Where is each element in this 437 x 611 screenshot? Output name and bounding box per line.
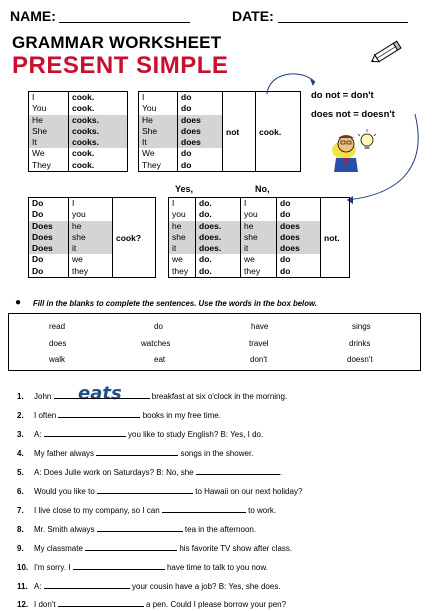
neg-subject: We (142, 148, 155, 159)
neg-aux: do (181, 92, 192, 102)
question-text-after: . (279, 468, 283, 477)
question-text-after: to work. (245, 506, 277, 515)
question-number: 8. (17, 525, 24, 534)
question-text-before: A: (34, 430, 44, 439)
answer-blank[interactable] (97, 486, 193, 494)
neg-subject: I (142, 92, 145, 102)
question-5 (17, 467, 282, 477)
answer-blank[interactable] (96, 448, 178, 456)
question-10 (17, 562, 268, 572)
question-number: 12. (17, 600, 29, 609)
aff-subject: He (29, 115, 68, 126)
aff-subject: They (32, 159, 51, 170)
word-item: doesn't (347, 355, 373, 364)
yes-subject: you (172, 209, 186, 220)
yes-aux: does. (196, 243, 240, 254)
word-item: sings (352, 322, 371, 331)
yes-aux: do. (199, 198, 212, 208)
aff-verb: cooks. (69, 137, 127, 148)
question-text-before: A: (34, 582, 44, 591)
question-text-after: have time to talk to you now. (164, 563, 268, 572)
yes-aux: does. (196, 232, 240, 243)
no-aux: does (277, 221, 320, 232)
q-subject: I (72, 198, 75, 208)
no-aux: do (280, 265, 291, 276)
q-verb: cook? (113, 198, 156, 278)
no-label: No, (255, 184, 270, 194)
neg-subject: She (139, 126, 177, 137)
name-field[interactable] (59, 22, 190, 23)
answer-blank[interactable] (44, 429, 126, 437)
worksheet-title: GRAMMAR WORKSHEET (12, 33, 222, 52)
question-text-before: A: Does Julie work on Saturdays? B: No, she (34, 468, 196, 477)
question-number: 9. (17, 544, 24, 553)
question-text-before: I often (34, 411, 59, 420)
no-subject: she (241, 232, 276, 243)
question-4 (17, 448, 253, 458)
q-subject: she (69, 232, 112, 243)
neg-subject: It (139, 137, 177, 148)
no-aux: does (277, 232, 320, 243)
neg-aux: do (181, 159, 192, 170)
answer-blank[interactable] (162, 505, 246, 513)
question-3 (17, 429, 263, 439)
question-number: 3. (17, 430, 24, 439)
word-item: travel (249, 339, 269, 348)
question-number: 7. (17, 506, 24, 515)
thinking-man-icon (330, 128, 376, 172)
pencil-icon (369, 38, 405, 66)
no-aux: do (280, 209, 291, 220)
neg-subject: You (142, 103, 157, 114)
yes-label: Yes, (175, 184, 194, 194)
q-aux: Does (29, 243, 68, 254)
name-label: NAME: (10, 8, 56, 24)
answer-blank[interactable] (58, 410, 140, 418)
yes-subject: he (169, 221, 195, 232)
q-aux: Does (29, 221, 68, 232)
word-item: eat (154, 355, 166, 364)
question-12 (17, 599, 286, 609)
question-text-before: I'm sorry. I (34, 563, 73, 572)
contraction-dont: do not = don't (311, 90, 374, 101)
question-number: 5. (17, 468, 24, 477)
question-9 (17, 543, 292, 553)
neg-not: not (223, 92, 256, 172)
word-item: have (251, 322, 269, 331)
word-item: watches (141, 339, 171, 348)
aff-verb: cook. (72, 159, 95, 170)
question-text-before: I don't (34, 600, 58, 609)
yes-subject: she (169, 232, 195, 243)
answer-blank[interactable] (196, 467, 283, 477)
yes-aux: do. (199, 265, 212, 276)
question-table (28, 197, 156, 278)
neg-aux: does (178, 126, 222, 137)
question-11 (17, 581, 281, 591)
question-number: 11. (17, 582, 28, 591)
answer-blank[interactable] (54, 391, 150, 399)
aff-subject: I (32, 92, 35, 102)
question-8 (17, 524, 256, 534)
neg-aux: does (178, 137, 222, 148)
yes-aux: do. (199, 209, 212, 220)
question-text-before: My father always (34, 449, 97, 458)
yes-subject: it (169, 243, 195, 254)
aff-subject: You (32, 103, 47, 114)
q-subject: we (72, 254, 83, 265)
no-subject: we (244, 254, 255, 265)
instructions: Fill in the blanks to complete the sentences. Use the words in the box below. (33, 299, 317, 308)
question-text-after: a pen. Could I please borrow your pen? (143, 600, 287, 609)
question-7 (17, 505, 276, 515)
q-subject: he (69, 221, 112, 232)
neg-verb: cook. (256, 92, 301, 172)
word-item: drinks (349, 339, 371, 348)
neg-subject: He (139, 115, 177, 126)
question-text-before: Would you like to (34, 487, 97, 496)
worksheet-subtitle: PRESENT SIMPLE (12, 52, 229, 79)
q-aux: Do (32, 198, 44, 208)
no-aux: do (280, 198, 291, 208)
answer-blank[interactable] (97, 524, 183, 532)
q-subject: it (69, 243, 112, 254)
answer-blank[interactable] (58, 599, 144, 607)
aff-subject: She (29, 126, 68, 137)
word-item: do (154, 322, 163, 331)
neg-subject: They (142, 159, 161, 170)
question-text-before: My classmate (34, 544, 86, 553)
yes-subject: they (172, 265, 189, 276)
word-item: don't (250, 355, 268, 364)
question-1 (17, 391, 287, 401)
word-item: read (49, 322, 66, 331)
question-text-after: you like to study English? B: Yes, I do. (125, 430, 264, 439)
bullet-icon: ● (15, 297, 22, 308)
neg-aux: do (181, 148, 192, 159)
word-item: walk (49, 355, 66, 364)
short-answers-table (168, 197, 350, 278)
no-subject: I (244, 198, 247, 208)
aff-subject: It (29, 137, 68, 148)
answer-blank[interactable] (44, 581, 130, 589)
word-box (8, 313, 421, 371)
question-number: 2. (17, 411, 24, 420)
no-subject: he (241, 221, 276, 232)
no-subject: it (241, 243, 276, 254)
yes-aux: does. (196, 221, 240, 232)
q-aux: Do (32, 209, 44, 220)
neg-aux: do (181, 103, 192, 114)
question-text-before: John (34, 392, 54, 401)
q-aux: Do (32, 254, 44, 265)
affirmative-table (28, 91, 128, 172)
question-text-after: his favorite TV show after class. (177, 544, 293, 553)
yes-subject: we (172, 254, 183, 265)
question-number: 10. (17, 563, 29, 572)
q-subject: you (72, 209, 86, 220)
short-not: not. (321, 198, 350, 278)
question-number: 4. (17, 449, 24, 458)
no-subject: you (244, 209, 258, 220)
q-aux: Do (32, 265, 44, 276)
no-aux: do (280, 254, 291, 265)
question-text-after: books in my free time. (140, 411, 221, 420)
aff-subject: We (32, 148, 45, 159)
question-text-after: songs in the shower. (178, 449, 254, 458)
yes-subject: I (172, 198, 175, 208)
word-item: does (49, 339, 67, 348)
yes-aux: do. (199, 254, 212, 265)
question-2 (17, 410, 221, 420)
contraction-doesnt: does not = doesn't (311, 109, 395, 120)
answer-blank[interactable] (73, 562, 165, 570)
q-subject: they (72, 265, 89, 276)
aff-verb: cook. (72, 103, 95, 114)
example-answer: eats (78, 383, 122, 404)
aff-verb: cook. (72, 92, 95, 102)
answer-blank[interactable] (85, 543, 177, 551)
q-aux: Does (29, 232, 68, 243)
aff-verb: cooks. (69, 126, 127, 137)
question-number: 1. (17, 392, 24, 401)
aff-verb: cook. (72, 148, 95, 159)
date-field[interactable] (278, 22, 408, 23)
question-6 (17, 486, 302, 496)
neg-aux: does (178, 115, 222, 126)
question-text-after: tea in the afternoon. (182, 525, 257, 534)
question-text-before: Mr. Smith always (34, 525, 97, 534)
question-text-after: to Hawaii on our next holiday? (193, 487, 303, 496)
question-text-after: breakfast at six o'clock in the morning. (149, 392, 288, 401)
no-aux: does (277, 243, 320, 254)
aff-verb: cooks. (69, 115, 127, 126)
question-text-before: I live close to my company, so I can (34, 506, 162, 515)
question-number: 6. (17, 487, 24, 496)
date-label: DATE: (232, 8, 274, 24)
no-subject: they (244, 265, 261, 276)
question-text-after: your cousin have a job? B: Yes, she does. (129, 582, 281, 591)
